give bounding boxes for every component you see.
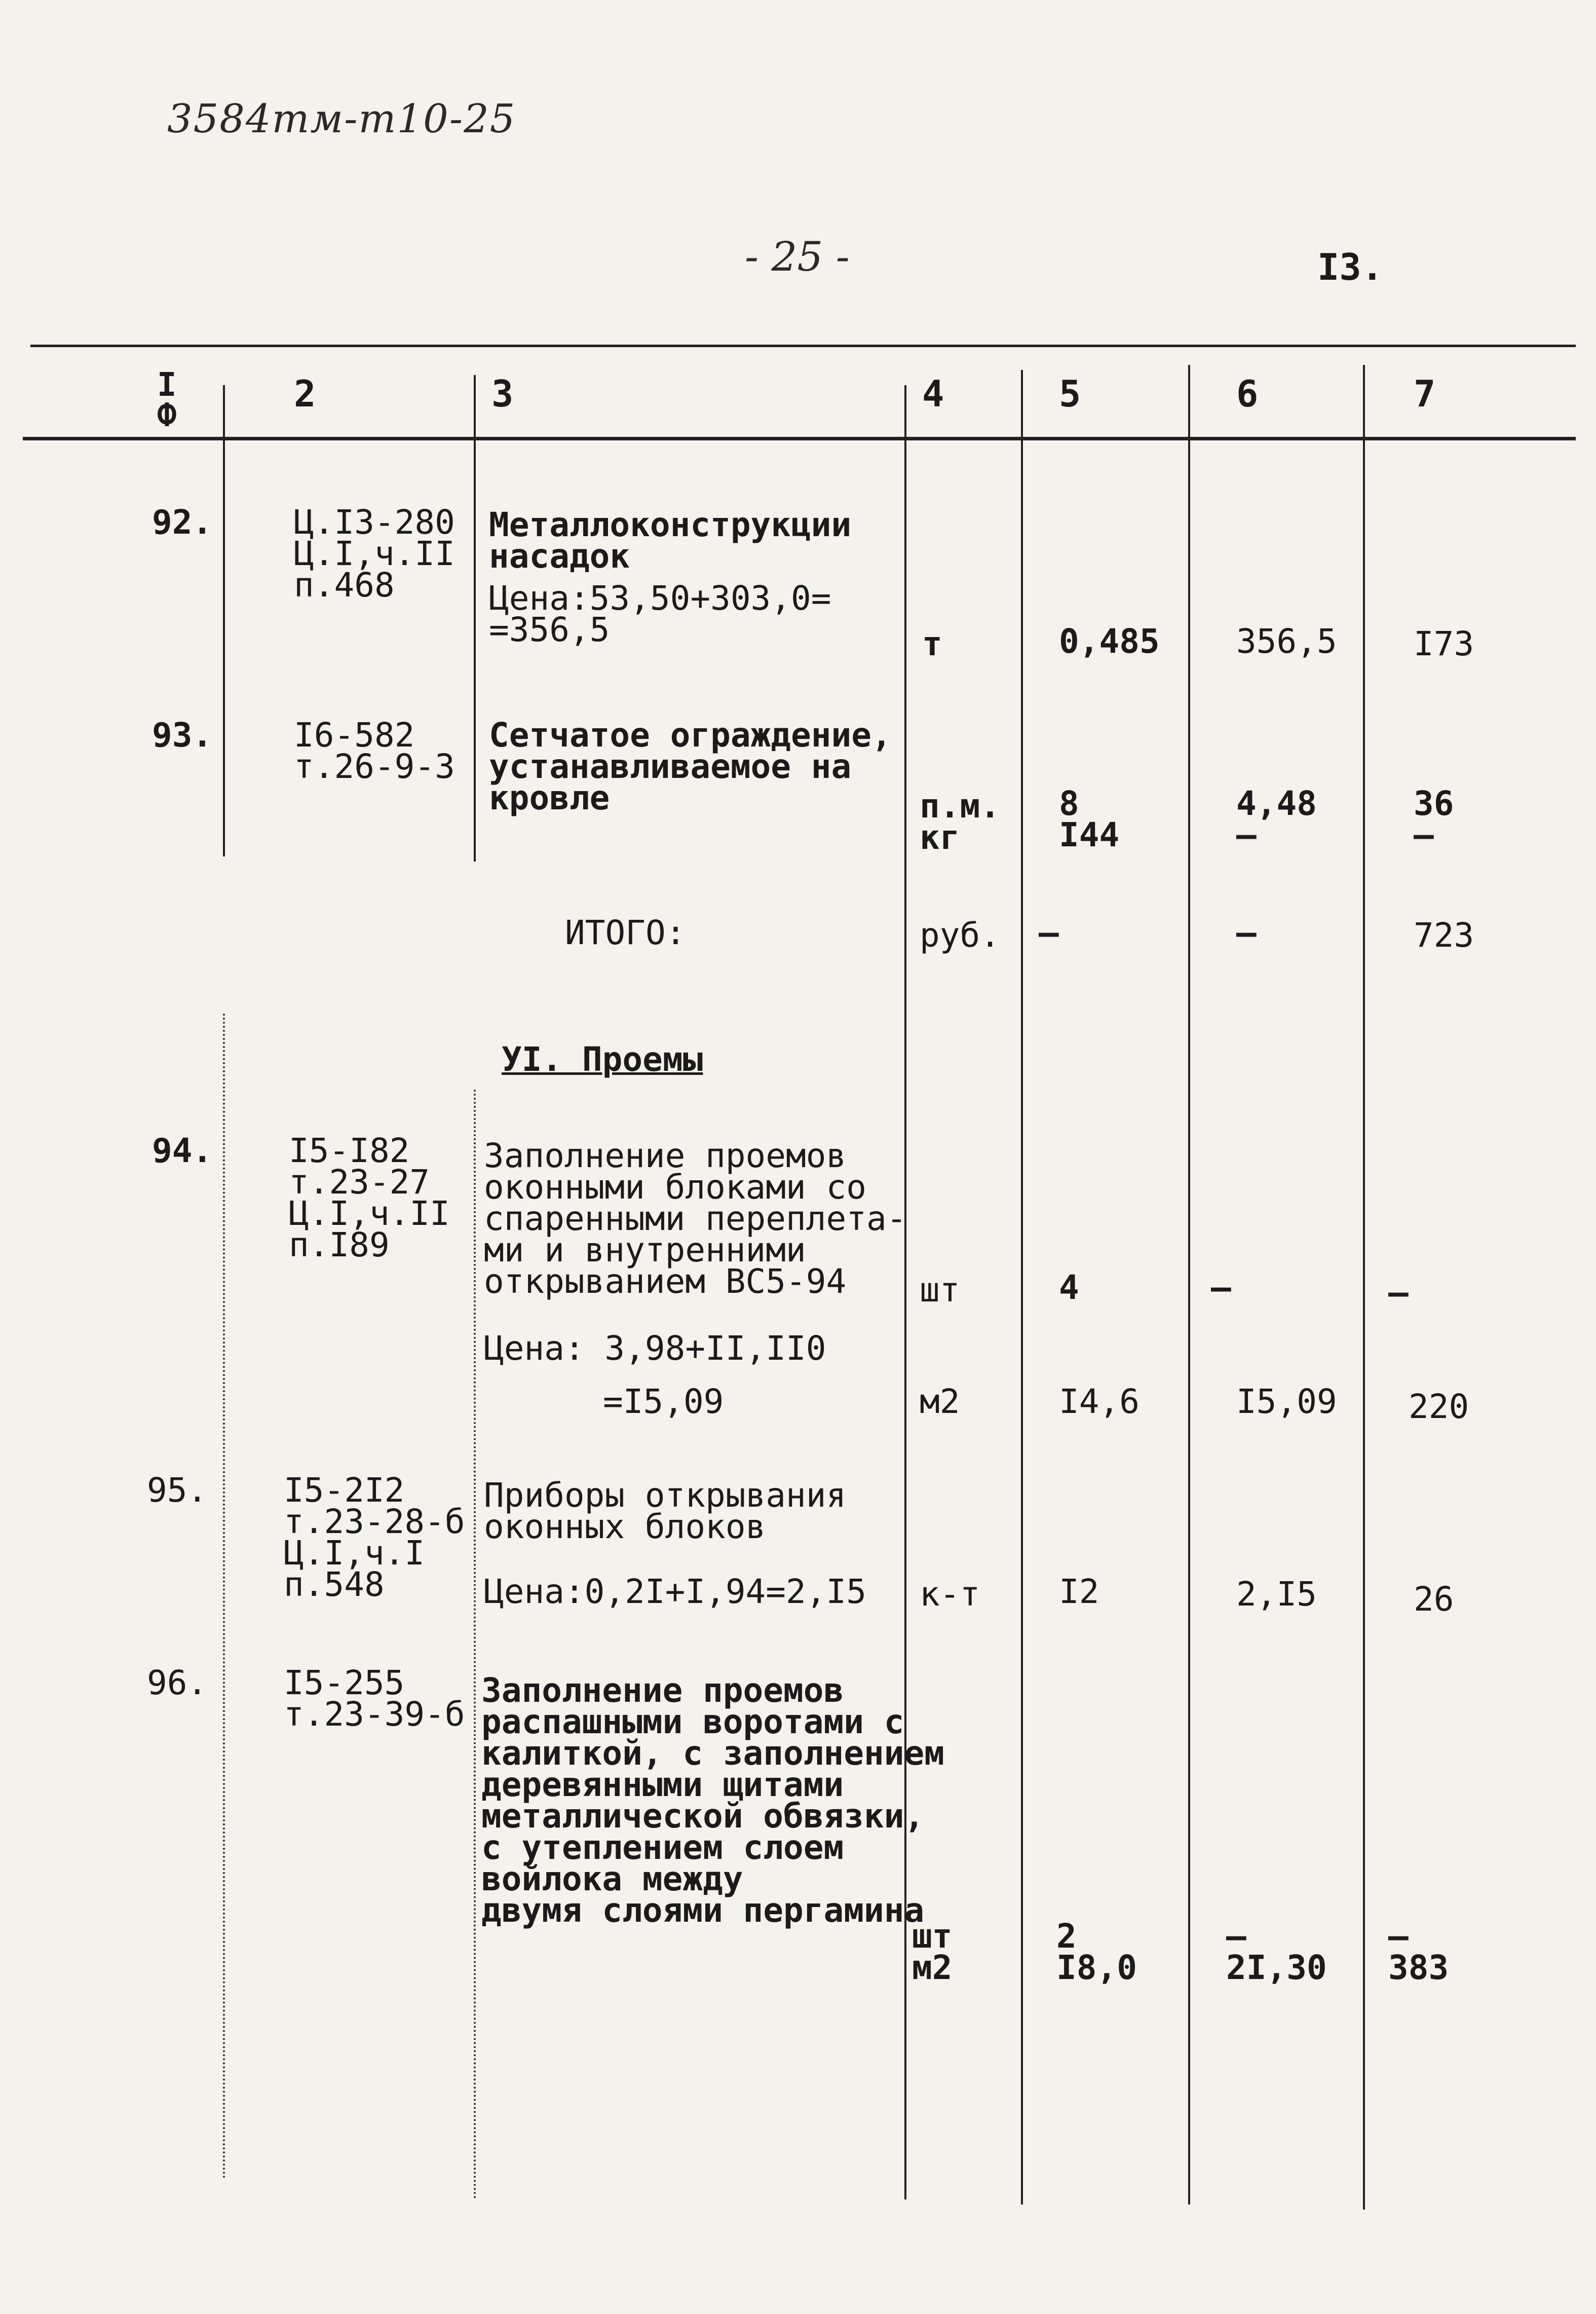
row-description: Заполнение проемов распашными воротами с калиткой, с заполнением деревянными щитами металлической обвязки, с утеплением слоем войлока между двумя слоями пергамина [481, 1671, 944, 1930]
total-label: ИТОГО: [565, 913, 686, 952]
row-unit-cost: 2,I5 [1236, 1575, 1317, 1614]
row-quantity: 8 I44 [1059, 784, 1120, 854]
row-quantity: 0,485 [1059, 622, 1160, 661]
row-number: 96. [147, 1663, 208, 1702]
row-description: Металлоконструкции насадок [489, 505, 852, 576]
row-number: 95. [147, 1471, 208, 1510]
row-number: 94. [152, 1131, 213, 1170]
row-quantity-secondary: I4,6 [1059, 1382, 1139, 1421]
header-col-6: 6 [1236, 372, 1259, 415]
row-quantity: 2 I8,0 [1056, 1917, 1137, 1987]
row-unit-secondary: м2 [920, 1382, 960, 1421]
row-description: Сетчатое ограждение, устанавливаемое на кровле [489, 716, 892, 817]
header-col-2: 2 [294, 372, 316, 415]
total-unit-cost: – [1236, 913, 1257, 952]
row-description: Приборы открывания оконных блоков [484, 1476, 847, 1546]
total-value: 723 [1414, 916, 1474, 955]
row-number: 92. [152, 503, 213, 542]
row-quantity: 4 [1059, 1268, 1079, 1307]
row-total: – [1388, 1273, 1409, 1312]
row-code: I5-2I2 т.23-28-б Ц.I,ч.I п.548 [284, 1471, 465, 1604]
page-number: - 25 - [745, 233, 850, 280]
row-unit-cost: – 2I,30 [1226, 1917, 1327, 1987]
row-price-formula: Цена:53,50+303,0= =356,5 [489, 579, 831, 649]
row-unit-cost: – [1211, 1268, 1231, 1307]
col-divider-1-lower [223, 1014, 225, 2179]
row-number: 93. [152, 716, 213, 755]
section-heading: УI. Проемы [502, 1040, 703, 1079]
row-unit: т [922, 624, 942, 663]
row-unit: к-т [920, 1575, 980, 1614]
header-col-3: 3 [491, 372, 514, 415]
col-divider-2 [474, 375, 476, 862]
row-unit: шт [920, 1271, 960, 1310]
row-unit-cost: 356,5 [1236, 622, 1337, 661]
row-unit: п.м. кг [920, 787, 1000, 857]
row-total: – 383 [1388, 1917, 1449, 1987]
header-col-7: 7 [1414, 372, 1436, 415]
row-code: I6-582 т.26-9-3 [294, 716, 455, 786]
document-code: 3584тм-т10-25 [167, 96, 516, 142]
row-total: 36 – [1414, 784, 1454, 854]
row-code: Ц.I3-280 Ц.I,ч.II п.468 [294, 503, 455, 605]
row-unit-cost-secondary: I5,09 [1236, 1382, 1337, 1421]
row-quantity: I2 [1059, 1572, 1099, 1611]
total-quantity: – [1039, 913, 1059, 952]
row-price-result: =I5,09 [603, 1382, 724, 1421]
table-header-rule [23, 437, 1576, 440]
row-description: Заполнение проемов оконными блоками со спаренными переплета- ми и внутренними открыванием ВС5-94 [484, 1136, 907, 1301]
col-divider-6 [1363, 365, 1365, 2210]
header-col-4: 4 [922, 372, 944, 415]
table-top-rule [30, 345, 1576, 347]
row-total: 26 [1414, 1580, 1454, 1619]
sheet-number: I3. [1317, 246, 1384, 288]
col-divider-5 [1188, 365, 1190, 2205]
row-code: I5-255 т.23-39-б [284, 1663, 465, 1734]
row-code: I5-I82 т.23-27 Ц.I,ч.II п.I89 [289, 1131, 450, 1264]
row-price-formula: Цена:0,2I+I,94=2,I5 [484, 1572, 866, 1611]
total-unit: руб. [920, 916, 1000, 955]
row-total-secondary: 220 [1409, 1387, 1469, 1426]
row-unit: шт м2 [912, 1917, 953, 1987]
col-divider-4 [1021, 370, 1023, 2205]
header-col-1: I Ф [157, 366, 177, 434]
row-unit-cost: 4,48 – [1236, 784, 1317, 854]
row-price-formula: Цена: 3,98+II,II0 [484, 1329, 826, 1368]
col-divider-1 [223, 385, 225, 856]
col-divider-2-lower [474, 1090, 476, 2199]
row-total: I73 [1414, 624, 1474, 663]
header-col-5: 5 [1059, 372, 1081, 415]
